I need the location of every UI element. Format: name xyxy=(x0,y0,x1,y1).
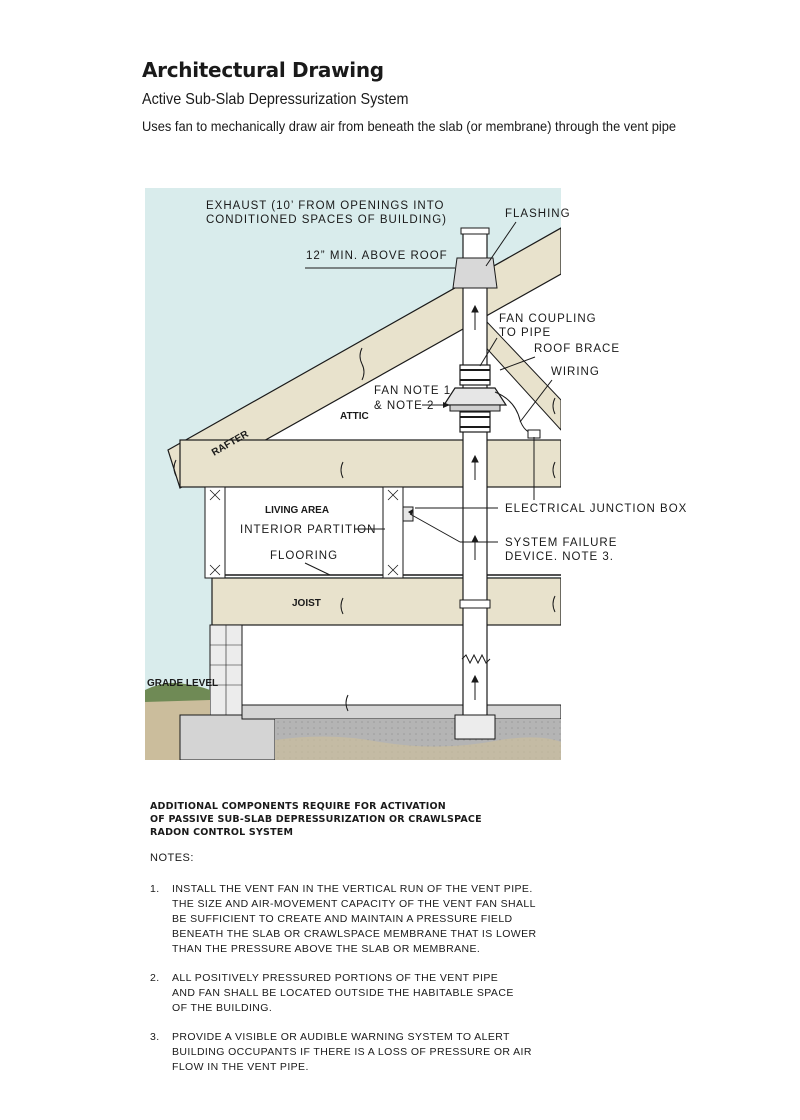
vent-fan xyxy=(444,388,506,405)
label-system-failure-2: DEVICE. NOTE 3. xyxy=(505,551,614,563)
heading-line: OF PASSIVE SUB-SLAB DEPRESSURIZATION OR CRAWLSPACE xyxy=(150,814,482,825)
footing xyxy=(180,715,275,760)
interior-partition-wall xyxy=(383,487,403,578)
heading-line: ADDITIONAL COMPONENTS REQUIRE FOR ACTIVATION xyxy=(150,801,446,812)
note-number: 2. xyxy=(150,972,160,984)
fan-coupling-top xyxy=(460,365,490,385)
label-grade-level: GRADE LEVEL xyxy=(147,678,219,689)
note-number: 3. xyxy=(150,1031,160,1043)
note-number: 1. xyxy=(150,883,160,895)
label-fan-coupling-2: TO PIPE xyxy=(499,327,552,339)
flashing-boot xyxy=(453,258,497,288)
label-attic: ATTIC xyxy=(340,411,369,422)
electrical-junction-box-shape xyxy=(528,430,540,438)
label-joist: JOIST xyxy=(292,598,321,609)
note-line: FLOW IN THE VENT PIPE. xyxy=(172,1061,309,1073)
fan-coupling-bottom xyxy=(460,412,490,432)
heading-line: RADON CONTROL SYSTEM xyxy=(150,827,294,838)
label-fan-note-1: FAN NOTE 1 xyxy=(374,385,452,397)
pipe-base xyxy=(455,715,495,739)
label-interior-partition: INTERIOR PARTITION xyxy=(240,524,377,536)
label-system-failure-1: SYSTEM FAILURE xyxy=(505,537,618,549)
note-line: PROVIDE A VISIBLE OR AUDIBLE WARNING SYSTEM TO ALERT xyxy=(172,1031,510,1043)
additional-components-heading xyxy=(150,800,550,839)
label-flashing: FLASHING xyxy=(505,208,571,220)
label-living-area: LIVING AREA xyxy=(265,505,330,516)
label-fan-note-2: & NOTE 2 xyxy=(374,400,435,412)
floor-joist xyxy=(212,578,561,625)
slab xyxy=(242,705,561,719)
label-flooring: FLOORING xyxy=(270,550,339,562)
note-line: INSTALL THE VENT FAN IN THE VERTICAL RUN OF THE VENT PIPE. xyxy=(172,883,533,895)
note-line: ALL POSITIVELY PRESSURED PORTIONS OF THE VENT PIPE xyxy=(172,972,499,984)
label-exhaust-1: EXHAUST (10’ FROM OPENINGS INTO xyxy=(206,200,445,212)
note-item xyxy=(150,971,710,1016)
note-item xyxy=(150,882,710,957)
notes-label: NOTES: xyxy=(150,852,194,864)
page-description: Uses fan to mechanically draw air from beneath the slab (or membrane) through the vent pipe xyxy=(142,118,677,134)
note-item xyxy=(150,1030,710,1075)
page-subtitle: Active Sub-Slab Depressurization System xyxy=(142,91,409,108)
notes-list xyxy=(150,882,710,1089)
label-wiring: WIRING xyxy=(551,366,600,378)
label-electrical-junction-box: ELECTRICAL JUNCTION BOX xyxy=(505,503,688,515)
pipe-strap xyxy=(460,600,490,608)
label-roof-brace: ROOF BRACE xyxy=(534,343,621,355)
note-line: BENEATH THE SLAB OR CRAWLSPACE MEMBRANE THAT IS LOWER xyxy=(172,928,537,940)
exterior-wall xyxy=(205,487,225,578)
label-fan-coupling-1: FAN COUPLING xyxy=(499,313,597,325)
note-line: OF THE BUILDING. xyxy=(172,1002,273,1014)
note-line: BUILDING OCCUPANTS IF THERE IS A LOSS OF PRESSURE OR AIR xyxy=(172,1046,532,1058)
ceiling-joist xyxy=(180,440,561,487)
basement-space xyxy=(212,625,561,705)
page-title: Architectural Drawing xyxy=(142,58,384,82)
label-exhaust-2: CONDITIONED SPACES OF BUILDING) xyxy=(206,214,448,226)
note-line: AND FAN SHALL BE LOCATED OUTSIDE THE HABITABLE SPACE xyxy=(172,987,514,999)
label-rafter: RAFTER xyxy=(210,428,251,459)
note-line: BE SUFFICIENT TO CREATE AND MAINTAIN A PRESSURE FIELD xyxy=(172,913,513,925)
note-line: THAN THE PRESSURE ABOVE THE SLAB OR MEMBRANE. xyxy=(172,943,481,955)
note-line: THE SIZE AND AIR-MOVEMENT CAPACITY OF THE VENT FAN SHALL xyxy=(172,898,536,910)
label-min-above-roof: 12” MIN. ABOVE ROOF xyxy=(306,250,448,262)
